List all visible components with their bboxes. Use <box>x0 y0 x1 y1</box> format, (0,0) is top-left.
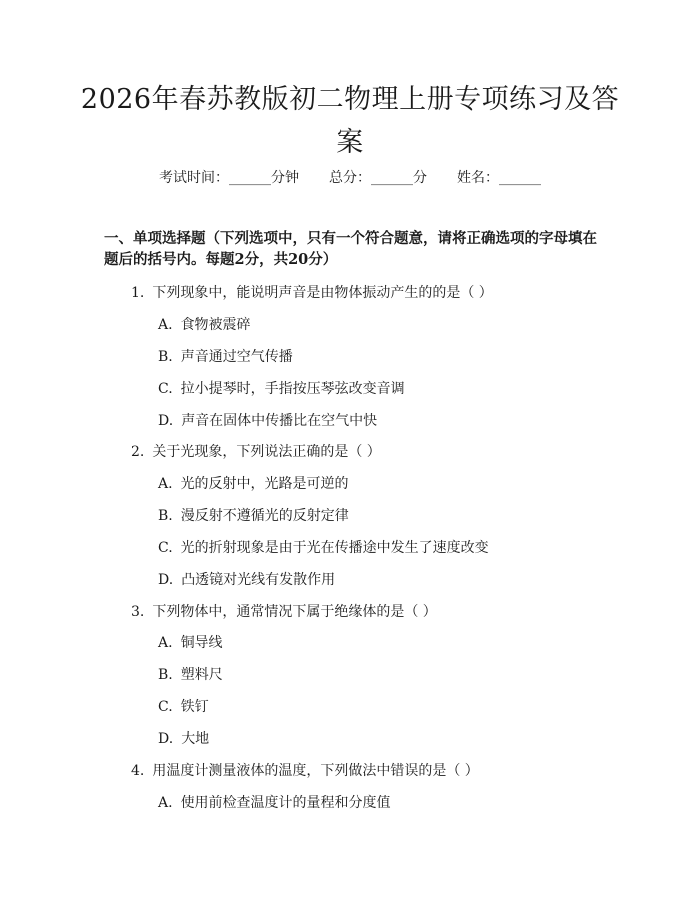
question-number: 2. <box>131 444 145 460</box>
question-text: 下列物体中，通常情况下属于绝缘体的是（ ） <box>152 604 437 620</box>
option-2-c <box>158 537 489 557</box>
option-2-d <box>158 569 335 589</box>
option-text: 光的反射中，光路是可逆的 <box>180 476 349 492</box>
exam-time-blank: ______ <box>229 170 271 186</box>
option-3-c <box>158 696 209 716</box>
option-3-a <box>158 632 223 652</box>
question-4 <box>131 760 479 780</box>
option-text: 使用前检查温度计的量程和分度值 <box>180 795 391 811</box>
question-text: 下列现象中，能说明声音是由物体振动产生的的是（ ） <box>152 285 493 301</box>
option-text: 大地 <box>181 731 210 747</box>
option-text: 声音通过空气传播 <box>180 349 293 365</box>
option-letter: A. <box>158 795 173 811</box>
exam-time-unit: 分钟 <box>271 170 299 186</box>
option-letter: D. <box>158 413 174 429</box>
option-text: 拉小提琴时，手指按压琴弦改变音调 <box>180 381 405 397</box>
question-1 <box>131 282 493 302</box>
exam-info-line <box>0 167 700 187</box>
option-2-a <box>158 473 349 493</box>
option-1-b <box>158 346 293 366</box>
option-letter: C. <box>158 381 173 397</box>
option-text: 凸透镜对光线有发散作用 <box>181 572 336 588</box>
option-letter: B. <box>158 667 173 683</box>
option-text: 食物被震碎 <box>180 317 251 333</box>
option-letter: A. <box>158 317 173 333</box>
option-text: 光的折射现象是由于光在传播途中发生了速度改变 <box>180 540 489 556</box>
question-3 <box>131 601 437 621</box>
option-letter: D. <box>158 731 174 747</box>
question-number: 3. <box>131 604 145 620</box>
question-text: 关于光现象，下列说法正确的是（ ） <box>152 444 381 460</box>
option-text: 漫反射不遵循光的反射定律 <box>180 508 349 524</box>
option-letter: B. <box>158 349 173 365</box>
question-number: 1. <box>131 285 145 301</box>
option-1-a <box>158 314 251 334</box>
option-text: 铜导线 <box>180 635 223 651</box>
option-letter: C. <box>158 540 173 556</box>
section-heading: 一、单项选择题（下列选项中，只有一个符合题意，请将正确选项的字母填在题后的括号内。每题2分，共20分） <box>104 230 597 268</box>
student-name-label: 姓名： <box>457 170 499 186</box>
total-score-blank: ______ <box>371 170 413 186</box>
option-letter: A. <box>158 476 173 492</box>
exam-time-label: 考试时间： <box>159 170 229 186</box>
option-1-d <box>158 410 377 430</box>
option-letter: B. <box>158 508 173 524</box>
page-title: 2026年春苏教版初二物理上册专项练习及答案 <box>80 84 620 158</box>
student-name-blank: ______ <box>499 170 541 186</box>
total-score-label: 总分： <box>329 170 371 186</box>
option-3-b <box>158 664 223 684</box>
option-text: 塑料尺 <box>180 667 223 683</box>
question-text: 用温度计测量液体的温度，下列做法中错误的是（ ） <box>152 763 479 779</box>
option-1-c <box>158 378 405 398</box>
question-2 <box>131 441 381 461</box>
option-2-b <box>158 505 349 525</box>
option-text: 声音在固体中传播比在空气中快 <box>181 413 378 429</box>
option-text: 铁钉 <box>180 699 209 715</box>
option-letter: A. <box>158 635 173 651</box>
option-letter: D. <box>158 572 174 588</box>
option-3-d <box>158 728 209 748</box>
question-number: 4. <box>131 763 145 779</box>
option-letter: C. <box>158 699 173 715</box>
total-score-unit: 分 <box>413 170 427 186</box>
option-4-a <box>158 792 391 812</box>
